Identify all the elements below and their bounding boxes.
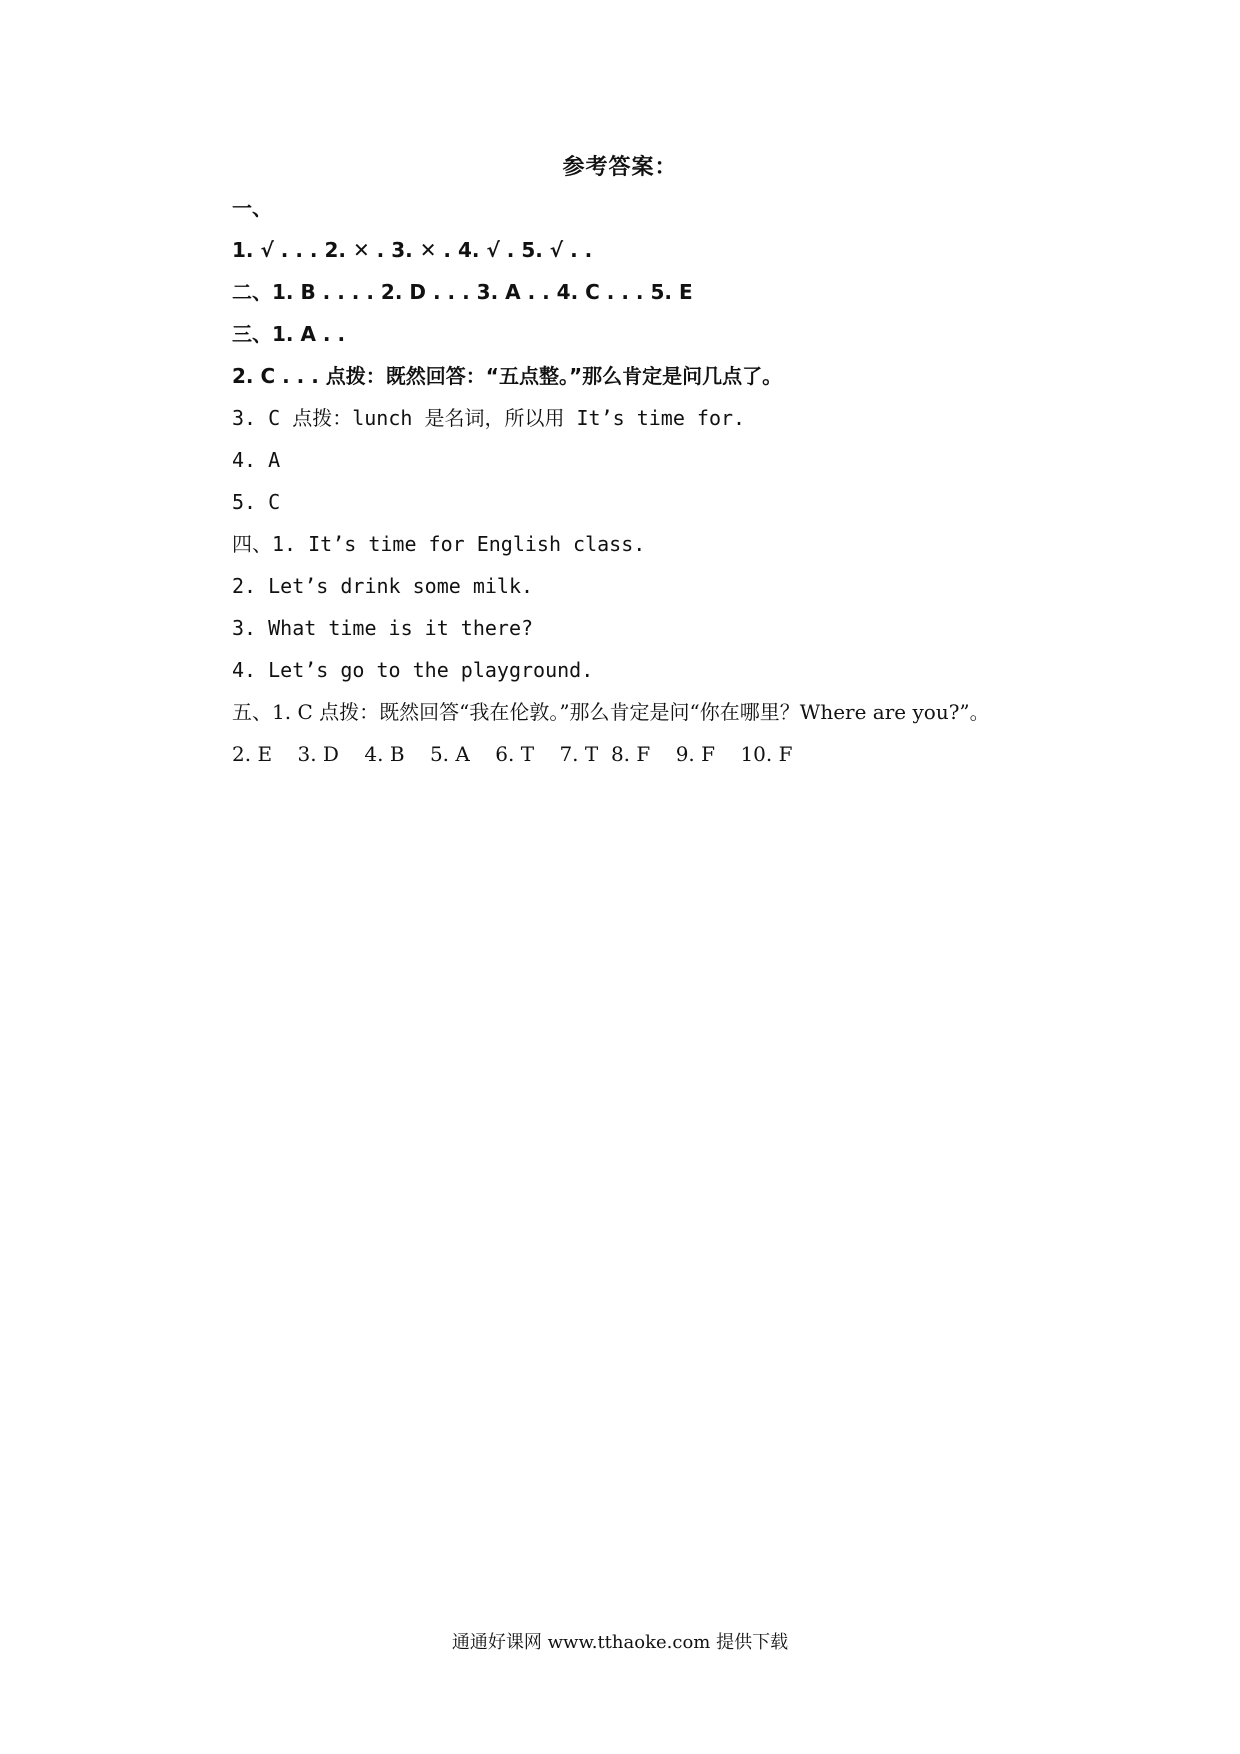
section-5-answer-1: 五、1. C 点拨：既然回答“我在伦敦。”那么肯定是问“你在哪里？Where are you?”。 bbox=[232, 700, 990, 724]
section-3-answer-4: 4. A bbox=[232, 448, 281, 472]
section-1-answers: 1. √ . . . 2. ✕ . 3. ✕ . 4. √ . 5. √ . . bbox=[232, 238, 593, 262]
section-3-answer-1: 三、1. A . . bbox=[232, 322, 346, 346]
page-title: 参考答案： bbox=[562, 155, 678, 180]
section-1-heading: 一、 bbox=[232, 196, 272, 220]
section-5-remaining-answers: 2. E 3. D 4. B 5. A 6. T 7. T 8. F 9. F 10. F bbox=[232, 742, 793, 766]
section-4-answer-4: 4. Let’s go to the playground. bbox=[232, 658, 594, 682]
section-3-answer-5: 5. C bbox=[232, 490, 281, 514]
footer-credit: 通通好课网 www.tthaoke.com 提供下载 bbox=[451, 1632, 789, 1653]
section-3-answer-3: 3. C 点拨：lunch 是名词，所以用 It’s time for. bbox=[232, 406, 746, 430]
section-3-answer-2: 2. C . . . 点拨：既然回答：“五点整。”那么肯定是问几点了。 bbox=[232, 364, 783, 388]
section-4-answer-3: 3. What time is it there? bbox=[232, 616, 534, 640]
section-4-answer-1: 四、1. It’s time for English class. bbox=[232, 532, 646, 556]
section-4-answer-2: 2. Let’s drink some milk. bbox=[232, 574, 534, 598]
section-2-answers: 二、1. B . . . . 2. D . . . 3. A . . 4. C . . . 5. E bbox=[232, 280, 693, 304]
